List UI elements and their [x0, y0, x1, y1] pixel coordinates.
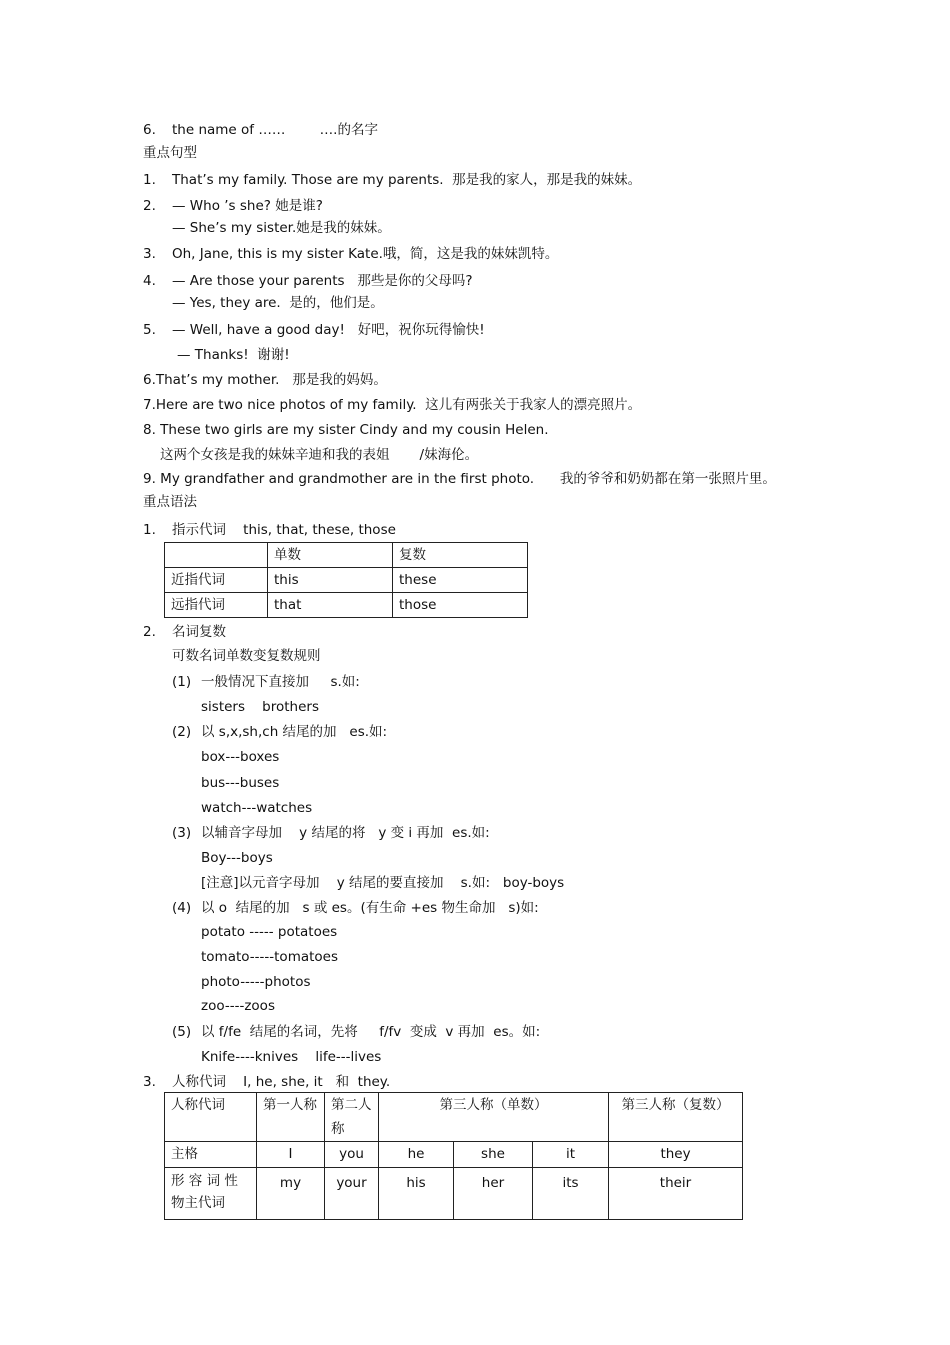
table-cell: 人称代词 [165, 1093, 257, 1142]
table-cell: you [325, 1142, 379, 1168]
sentence-3: 3. Oh, Jane, this is my sister Kate.哦，简，这是我的妹妹凯特。 [143, 246, 559, 262]
sentence-5b: — Thanks! 谢谢! [177, 347, 290, 363]
rule-4: (4) 以 o 结尾的加 s 或 es。(有生命 +es 物生命加 s)如: [172, 900, 539, 916]
rule-1-example: sisters brothers [201, 699, 319, 715]
table-cell: she [454, 1142, 533, 1168]
demonstrative-pronoun-table [164, 542, 528, 618]
table-cell: 主格 [165, 1142, 257, 1168]
personal-pronoun-table [164, 1092, 743, 1220]
sentence-1: 1. That’s my family. Those are my parents. 那是我的家人，那是我的妹妹。 [143, 172, 642, 188]
grammar-3-title: 3. 人称代词 I, he, she, it 和 they. [143, 1074, 391, 1090]
table-cell: 形 容 词 性 物主代词 [165, 1168, 257, 1220]
table-row [165, 1168, 743, 1220]
table-row [165, 543, 528, 568]
rule-2-example-b: bus---buses [201, 775, 280, 791]
table-cell: those [393, 593, 528, 618]
table-cell: I [257, 1142, 325, 1168]
heading-key-sentences: 重点句型 [143, 145, 197, 161]
table-cell: it [533, 1142, 609, 1168]
sentence-4a: 4. — Are those your parents 那些是你的父母吗? [143, 273, 473, 289]
table-row [165, 593, 528, 618]
table-cell: 第三人称（复数） [609, 1093, 743, 1142]
table-row [165, 1093, 743, 1142]
sentence-2a: 2. — Who ’s she? 她是谁? [143, 198, 323, 214]
rule-3-example: Boy---boys [201, 850, 273, 866]
table-cell: your [325, 1168, 379, 1220]
table-cell [165, 543, 268, 568]
sentence-8b: 这两个女孩是我的妹妹辛迪和我的表姐 /妹海伦。 [160, 447, 479, 463]
table-cell: 第一人称 [257, 1093, 325, 1142]
sentence-8a: 8. These two girls are my sister Cindy and my cousin Helen. [143, 422, 549, 438]
rule-2-example-a: box---boxes [201, 749, 280, 765]
rule-5: (5) 以 f/fe 结尾的名词，先将 f/fv 变成 v 再加 es。如: [172, 1024, 541, 1040]
table-cell: 近指代词 [165, 568, 268, 593]
table-cell: 第二人称 [325, 1093, 379, 1142]
table-row [165, 1142, 743, 1168]
table-cell: he [379, 1142, 454, 1168]
sentence-9: 9. My grandfather and grandmother are in the first photo. 我的爷爷和奶奶都在第一张照片里。 [143, 471, 776, 487]
table-cell: they [609, 1142, 743, 1168]
rule-5-example: Knife----knives life---lives [201, 1049, 382, 1065]
sentence-5a: 5. — Well, have a good day! 好吧，祝你玩得愉快! [143, 322, 485, 338]
table-cell: 远指代词 [165, 593, 268, 618]
plural-rules-subtitle: 可数名词单数变复数规则 [172, 648, 321, 664]
table-cell: her [454, 1168, 533, 1220]
table-cell: 第三人称（单数） [379, 1093, 609, 1142]
table-cell: this [268, 568, 393, 593]
rule-4-example-b: tomato-----tomatoes [201, 949, 339, 965]
table-cell: 单数 [268, 543, 393, 568]
grammar-1-title: 1. 指示代词 this, that, these, those [143, 522, 396, 538]
heading-key-grammar: 重点语法 [143, 494, 197, 510]
rule-2: (2) 以 s,x,sh,ch 结尾的加 es.如: [172, 724, 388, 740]
sentence-7: 7.Here are two nice photos of my family. 这儿有两张关于我家人的漂亮照片。 [143, 397, 642, 413]
sentence-2b: — She’s my sister.她是我的妹妹。 [172, 220, 391, 236]
sentence-6: 6.That’s my mother. 那是我的妈妈。 [143, 372, 387, 388]
table-cell: these [393, 568, 528, 593]
rule-2-example-c: watch---watches [201, 800, 313, 816]
table-cell: his [379, 1168, 454, 1220]
table-cell: my [257, 1168, 325, 1220]
table-cell: their [609, 1168, 743, 1220]
grammar-2-title: 2. 名词复数 [143, 624, 226, 640]
rule-3: (3) 以辅音字母加 y 结尾的将 y 变 i 再加 es.如: [172, 825, 490, 841]
table-row [165, 568, 528, 593]
sentence-4b: — Yes, they are. 是的，他们是。 [172, 295, 384, 311]
rule-4-example-c: photo-----photos [201, 974, 311, 990]
table-cell: that [268, 593, 393, 618]
rule-1: (1) 一般情况下直接加 s.如: [172, 674, 360, 690]
rule-4-example-a: potato ----- potatoes [201, 924, 338, 940]
table-cell: 复数 [393, 543, 528, 568]
table-cell: its [533, 1168, 609, 1220]
line-the-name-of: 6. the name of …… ….的名字 [143, 122, 378, 138]
rule-3-note: [注意]以元音字母加 y 结尾的要直接加 s.如: boy-boys [201, 875, 565, 891]
rule-4-example-d: zoo----zoos [201, 998, 275, 1014]
